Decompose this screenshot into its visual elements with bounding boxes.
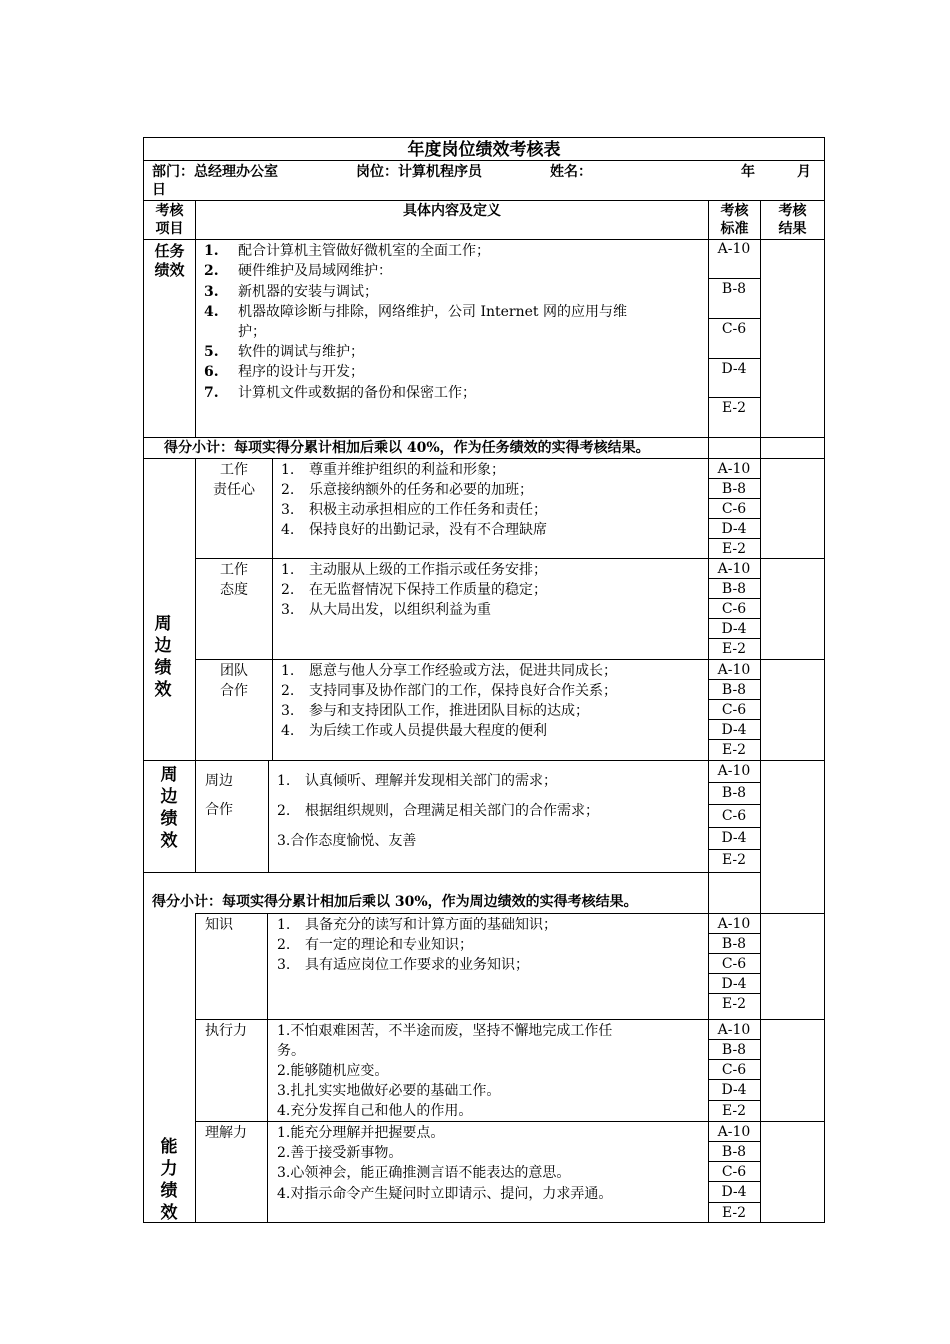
group-responsibility-line2: 责任心	[213, 482, 255, 498]
form-title: 年度岗位绩效考核表	[407, 140, 561, 160]
group-teamwork-line1: 团队	[220, 663, 248, 679]
grade-d: D-4	[721, 830, 747, 846]
grade-c: C-6	[721, 501, 747, 517]
group-attitude-line2: 态度	[220, 582, 248, 598]
grade-b: B-8	[721, 682, 747, 698]
list-item: 1. 认真倾听、理解并发现相关部门的需求；	[277, 773, 557, 789]
list-item: 3. 参与和支持团队工作，推进团队目标的达成；	[281, 703, 589, 719]
grade-a: A-10	[717, 662, 751, 678]
task-item-continuation: 护；	[238, 324, 266, 340]
grade-b: B-8	[721, 481, 747, 497]
post-field: 岗位：计算机程序员	[356, 164, 482, 180]
grade-a: A-10	[717, 763, 751, 779]
group-attitude-line1: 工作	[220, 562, 248, 578]
list-item: 3. 具有适应岗位工作要求的业务知识；	[277, 957, 529, 973]
group-responsibility-line1: 工作	[220, 462, 248, 478]
group-cooperation-line2: 合作	[205, 802, 233, 818]
list-item: 1.不怕艰难困苦，不半途而废，坚持不懈地完成工作任	[277, 1023, 613, 1039]
grade-a: A-10	[717, 1022, 751, 1038]
peripheral-label: 周 边 绩 效	[154, 614, 172, 700]
task-subtotal: 得分小计：每项实得分累计相加后乘以 40%，作为任务绩效的实得考核结果。	[164, 440, 650, 456]
task-item: 4. 机器故障诊断与排除，网络维护，公司 Internet 网的应用与维	[204, 304, 627, 320]
list-item: 2. 有一定的理论和专业知识；	[277, 937, 473, 953]
task-item: 7. 计算机文件或数据的备份和保密工作；	[204, 385, 476, 401]
list-item: 1. 尊重并维护组织的利益和形象；	[281, 462, 505, 478]
list-item: 3. 从大局出发，以组织利益为重	[281, 602, 491, 618]
grade-d: D-4	[721, 1082, 747, 1098]
list-item: 2. 在无监督情况下保持工作质量的稳定；	[281, 582, 547, 598]
group-cooperation-line1: 周边	[205, 773, 233, 789]
grade-e: E-2	[721, 1205, 747, 1221]
grade-e: E-2	[721, 996, 747, 1012]
grade-d: D-4	[721, 621, 747, 637]
col-item-line2: 项目	[155, 221, 184, 237]
col-result-line2: 结果	[778, 221, 807, 237]
month-field: 月	[797, 164, 811, 180]
grade-d: D-4	[721, 722, 747, 738]
list-item: 2.善于接受新事物。	[277, 1145, 403, 1161]
task-item: 1. 配合计算机主管做好微机室的全面工作；	[204, 243, 490, 259]
col-standard-line1: 考核	[720, 203, 749, 219]
grade-b: B-8	[721, 1144, 747, 1160]
col-standard-line2: 标准	[720, 221, 749, 237]
day-field: 日	[152, 182, 166, 198]
grade-e: E-2	[721, 541, 747, 557]
list-item: 1.能充分理解并把握要点。	[277, 1125, 445, 1141]
grade-c: C-6	[721, 321, 747, 337]
list-item: 1. 主动服从上级的工作指示或任务安排；	[281, 562, 547, 578]
list-item: 1. 具备充分的读写和计算方面的基础知识；	[277, 917, 557, 933]
grade-e: E-2	[721, 742, 747, 758]
grade-e: E-2	[721, 1103, 747, 1119]
grade-e: E-2	[721, 852, 747, 868]
grade-e: E-2	[721, 400, 747, 416]
grade-d: D-4	[721, 521, 747, 537]
grade-b: B-8	[721, 281, 747, 297]
group-execution: 执行力	[205, 1023, 247, 1039]
list-item: 2. 根据组织规则，合理满足相关部门的合作需求；	[277, 803, 599, 819]
grade-c: C-6	[721, 956, 747, 972]
group-teamwork-line2: 合作	[220, 683, 248, 699]
list-item: 4. 为后续工作或人员提供最大程度的便利	[281, 723, 547, 739]
list-item: 3. 积极主动承担相应的工作任务和责任；	[281, 502, 547, 518]
department-field: 部门：总经理办公室	[152, 164, 278, 180]
grade-b: B-8	[721, 581, 747, 597]
grade-a: A-10	[717, 561, 751, 577]
grade-c: C-6	[721, 601, 747, 617]
grade-d: D-4	[721, 1184, 747, 1200]
list-item: 4. 保持良好的出勤记录，没有不合理缺席	[281, 522, 547, 538]
grade-b: B-8	[721, 936, 747, 952]
task-label-line2: 绩效	[154, 261, 185, 279]
peripheral2-label: 周 边 绩 效	[160, 765, 178, 851]
group-comprehension: 理解力	[205, 1125, 247, 1141]
grade-d: D-4	[721, 361, 747, 377]
list-item-continuation: 务。	[277, 1043, 305, 1059]
list-item: 2. 乐意接纳额外的任务和必要的加班；	[281, 482, 533, 498]
grade-b: B-8	[721, 1042, 747, 1058]
grade-a: A-10	[717, 461, 751, 477]
grade-a: A-10	[717, 241, 751, 257]
peripheral-subtotal: 得分小计：每项实得分累计相加后乘以 30%，作为周边绩效的实得考核结果。	[152, 894, 638, 910]
col-content: 具体内容及定义	[403, 203, 501, 219]
grade-c: C-6	[721, 702, 747, 718]
list-item: 3.心领神会，能正确推测言语不能表达的意思。	[277, 1165, 571, 1181]
list-item: 4.对指示命令产生疑问时立即请示、提问，力求弄通。	[277, 1186, 613, 1202]
list-item: 1. 愿意与他人分享工作经验或方法，促进共同成长；	[281, 663, 617, 679]
grade-e: E-2	[721, 641, 747, 657]
grade-a: A-10	[717, 1124, 751, 1140]
grade-d: D-4	[721, 976, 747, 992]
year-field: 年	[741, 164, 755, 180]
task-item: 5. 软件的调试与维护；	[204, 344, 364, 360]
list-item: 2.能够随机应变。	[277, 1063, 389, 1079]
task-label-line1: 任务	[154, 242, 185, 260]
task-item: 6. 程序的设计与开发；	[204, 364, 364, 380]
col-item-line1: 考核	[155, 203, 184, 219]
ability-label: 能 力 绩 效	[160, 1137, 178, 1223]
grade-c: C-6	[721, 1062, 747, 1078]
list-item: 3.合作态度愉悦、友善	[277, 833, 417, 849]
name-field: 姓名：	[550, 164, 592, 180]
grade-b: B-8	[721, 785, 747, 801]
list-item: 4.充分发挥自己和他人的作用。	[277, 1103, 473, 1119]
task-item: 2. 硬件维护及局域网维护：	[204, 263, 392, 279]
grade-c: C-6	[721, 808, 747, 824]
list-item: 2. 支持同事及协作部门的工作，保持良好合作关系；	[281, 683, 617, 699]
col-result-line1: 考核	[778, 203, 807, 219]
task-item: 3. 新机器的安装与调试；	[204, 284, 378, 300]
grade-a: A-10	[717, 916, 751, 932]
group-knowledge: 知识	[205, 917, 233, 933]
list-item: 3.扎扎实实地做好必要的基础工作。	[277, 1083, 501, 1099]
grade-c: C-6	[721, 1164, 747, 1180]
